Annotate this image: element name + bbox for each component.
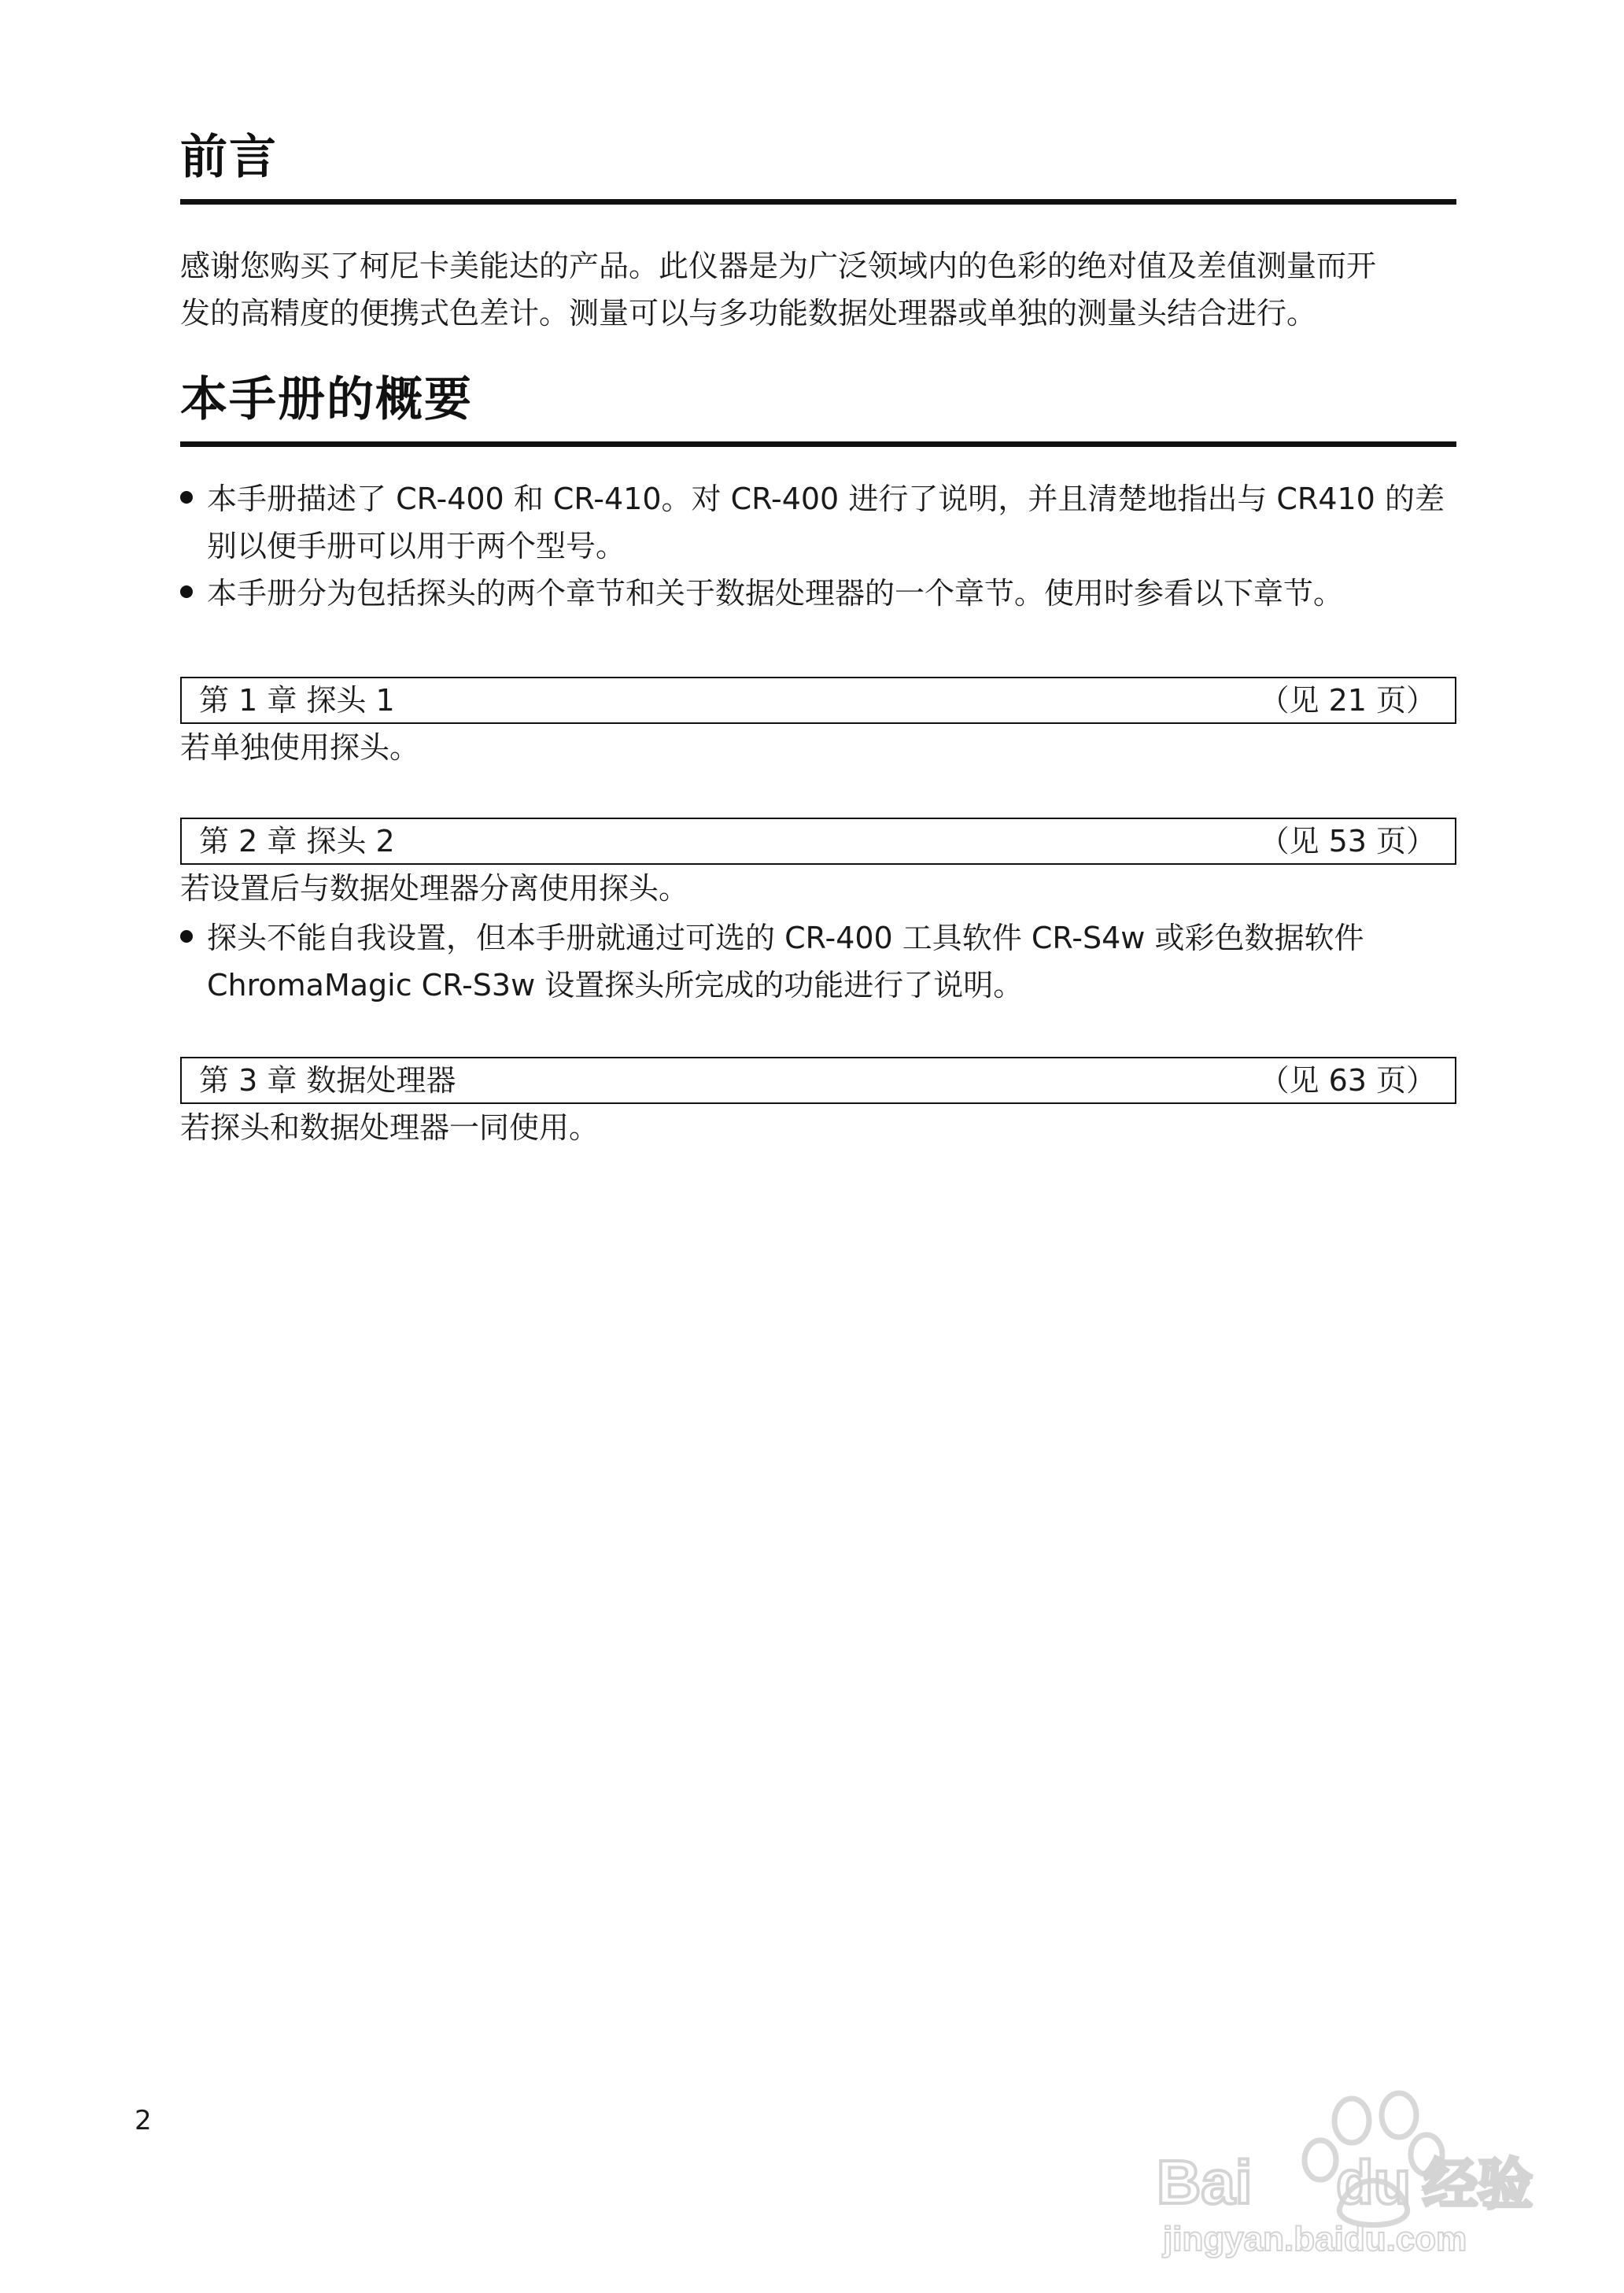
- note-line: 探头不能自我设置，但本手册就通过可选的 CR-400 工具软件 CR-S4w 或彩色数据软件: [207, 921, 1364, 955]
- bullet-line: 本手册描述了 CR-400 和 CR-410。对 CR-400 进行了说明，并且清楚地指出与 CR410 的差: [207, 482, 1445, 516]
- page-number: 2: [135, 2105, 152, 2136]
- chapter-1-box: [180, 677, 1456, 724]
- overview-heading: 本手册的概要: [180, 372, 473, 427]
- preface-heading: 前言: [180, 130, 278, 185]
- svg-text:jingyan.baidu.com: jingyan.baidu.com: [1163, 2220, 1467, 2258]
- chapter-3-page-ref: （见 63 页）: [1259, 1063, 1436, 1098]
- watermark-brand-text: [1157, 2147, 1533, 2217]
- bullet-line: 本手册分为包括探头的两个章节和关于数据处理器的一个章节。使用时参看以下章节。: [207, 576, 1344, 611]
- baidu-jingyan-watermark: [1155, 2062, 1541, 2258]
- preface-paragraph: [180, 242, 1459, 337]
- svg-text:经验: 经验: [1423, 2154, 1533, 2215]
- bullet-dot-icon: [180, 585, 193, 598]
- chapter-3-box: [180, 1057, 1456, 1104]
- chapter-1-title: 第 1 章 探头 1: [199, 683, 395, 718]
- chapter-1-description: 若单独使用探头。: [180, 730, 420, 765]
- preface-rule: [180, 199, 1456, 205]
- bullet-dot-icon: [180, 930, 193, 943]
- chapter-2-box: [180, 818, 1456, 865]
- overview-bullet-1: [180, 475, 1459, 570]
- chapter-3-description: 若探头和数据处理器一同使用。: [180, 1110, 600, 1145]
- chapter-2-title: 第 2 章 探头 2: [199, 824, 395, 858]
- svg-text:Bai: Bai: [1157, 2147, 1253, 2217]
- note-line: ChromaMagic CR-S3w 设置探头所完成的功能进行了说明。: [207, 968, 1024, 1002]
- chapter-2-description: 若设置后与数据处理器分离使用探头。: [180, 871, 689, 906]
- overview-bullet-2: [180, 570, 1459, 617]
- chapter-3-title: 第 3 章 数据处理器: [199, 1063, 456, 1098]
- chapter-2-page-ref: （见 53 页）: [1259, 824, 1436, 858]
- preface-line-1: 感谢您购买了柯尼卡美能达的产品。此仪器是为广泛领域内的色彩的绝对值及差值测量而开: [180, 249, 1377, 283]
- chapter-2-note: [180, 914, 1459, 1009]
- svg-text:du: du: [1336, 2147, 1412, 2217]
- bullet-line: 别以便手册可以用于两个型号。: [207, 529, 626, 563]
- chapter-1-page-ref: （见 21 页）: [1259, 683, 1436, 718]
- overview-rule: [180, 441, 1456, 447]
- bullet-dot-icon: [180, 491, 193, 504]
- preface-line-2: 发的高精度的便携式色差计。测量可以与多功能数据处理器或单独的测量头结合进行。: [180, 296, 1317, 330]
